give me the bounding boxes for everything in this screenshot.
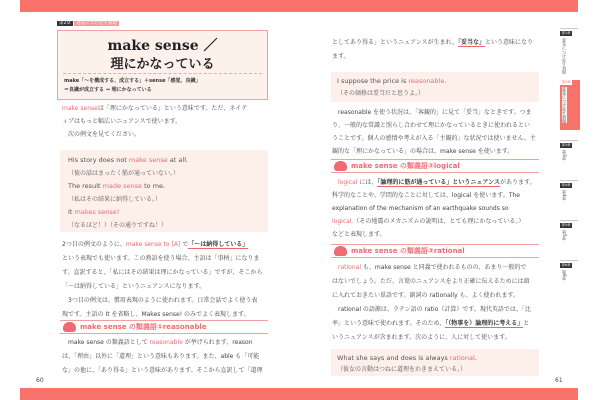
highlighted-term: rational (449, 354, 475, 362)
text-segment: と (523, 320, 530, 327)
text-segment: What she says and does is always (337, 354, 450, 362)
highlighted-term: logical. (332, 218, 354, 225)
text-line (337, 77, 446, 86)
mascot-icon (334, 161, 347, 171)
text-segment: はないでしょう。ただ、言葉のニュアンスをより正確に伝えるためには頭 (332, 278, 530, 285)
text-line (62, 268, 263, 277)
text-segment: な」の他に、「あり得る」という意味があります。そこから直訳して「道理 (62, 367, 263, 374)
chapter-tab-number: 第6章 (561, 263, 571, 267)
text-line (332, 108, 532, 117)
highlighted-term: made sense (102, 182, 143, 190)
mascot-icon (334, 246, 347, 256)
page-number-left: 60 (36, 377, 44, 384)
text-segment: 率」という意味で使われます。そのため、 (332, 320, 446, 327)
highlighted-term: logical (338, 179, 358, 186)
text-segment: は「理にかなっている」という意味です。ただ、ネイテ (97, 105, 248, 112)
text-line (62, 254, 260, 263)
text-line (68, 221, 167, 230)
highlighted-term: rational (338, 264, 361, 271)
highlighted-term: reasonable (149, 339, 183, 346)
text-segment: （彼の話はまったく筋が通っていない。） (68, 170, 180, 177)
text-line (68, 208, 119, 217)
chapter-tab[interactable] (560, 80, 580, 130)
text-line (332, 230, 386, 239)
chapter-tab-label: 第5章 (562, 230, 567, 241)
chapter-tab-number: 第2章 (561, 80, 571, 84)
title-note1: make「～を構成する、成立する」＋sense「感覚、良識」 (64, 78, 201, 84)
highlighted-term: makes sense! (74, 208, 120, 216)
chapter-tab-label: 第3章 (562, 150, 567, 161)
text-line (332, 291, 519, 300)
text-line (332, 121, 530, 130)
text-segment: （私はその結果に納得している。） (68, 196, 162, 203)
text-segment: . (474, 354, 477, 362)
chapter-tab-label: 意見につけ足す表現 (562, 87, 567, 123)
text-segment: 次の例文を見てください。 (62, 131, 141, 138)
text-segment: to me. (142, 182, 166, 190)
text-segment: explanation of the mechanism of an earthquake sounds so (332, 205, 509, 212)
heading-text: make sense の類義語①reasonable (80, 323, 207, 331)
title-line1: make sense ／ (107, 38, 218, 54)
title-note2: ＝良識が成立する ⇒ 理にかなっている (64, 87, 152, 93)
text-line (332, 191, 520, 200)
chapter-tab[interactable] (560, 140, 578, 161)
text-line (332, 319, 529, 328)
text-segment: も、make sense と同義で使われるものの、あまり一般的で (361, 264, 527, 271)
chapter-number: 第2章 (59, 21, 71, 26)
chapter-tab[interactable] (560, 260, 578, 281)
chapter-tab-number: 第4章 (561, 183, 571, 187)
text-segment: （なるほど！）（その通りですね！） (68, 222, 168, 229)
bottom-band (20, 388, 578, 400)
page-number-right: 61 (555, 377, 563, 384)
text-segment: り、一般的な常識と照らし合わせて理にかなっているときに使われるとい (332, 122, 531, 129)
text-segment: などと表現します。 (332, 231, 386, 238)
text-line (62, 338, 253, 347)
text-line (62, 366, 263, 375)
text-segment: 3つ目の例文は、慣用表現のように使われます。日常会話でよく使う表 (62, 297, 258, 304)
heading-rational (331, 244, 539, 258)
text-line (68, 156, 188, 165)
heading-logical (331, 159, 539, 173)
title-line2: 理にかなっている (110, 57, 215, 72)
text-segment: 科学的なことや、学問的なことに対しては、logical を使います。The (332, 192, 520, 199)
text-line (62, 282, 205, 291)
text-segment: 「～は納得している」というニュアンスになります。 (62, 283, 206, 290)
text-segment: 「～は納得している」 (188, 241, 249, 248)
text-segment: という意味になり (484, 39, 533, 46)
text-line (332, 217, 524, 226)
highlighted-term: make sense (128, 156, 168, 164)
text-segment: 現です。主語の It を省略し、Makes sense! のみでよく表現します。 (62, 311, 250, 318)
text-segment: 観的な「理にかなっている」の場合は、make sense を使います。 (332, 148, 514, 155)
chapter-tab[interactable] (560, 220, 578, 241)
text-line (332, 147, 513, 156)
heading-text: make sense の類義語③rational (351, 247, 465, 255)
heading-reasonable (60, 320, 268, 334)
text-segment: ィブはもっと幅広いニュアンスで使います。 (62, 118, 182, 125)
chapter-tab-label: 意見につけ足す表現 (562, 38, 567, 74)
text-segment: で (180, 241, 189, 248)
text-line (62, 117, 181, 126)
highlighted-term: make sense (62, 105, 98, 112)
top-band (20, 0, 578, 12)
text-line (332, 333, 511, 342)
text-line (332, 134, 536, 143)
text-segment: に入れておきたい単語です。副詞の rationally も、よく使われます。 (332, 292, 520, 299)
text-segment: には、 (357, 179, 378, 186)
text-line (337, 89, 424, 98)
chapter-tab[interactable] (560, 180, 578, 201)
text-segment: という表現でも使います。この熟語を使う場合、主語は「事柄」になりま (62, 255, 260, 262)
text-line (332, 204, 509, 213)
highlighted-term: reasonable (408, 77, 445, 85)
text-segment: があります。 (500, 179, 536, 186)
text-segment: （彼女の言動はつねに道理をわきまえている。） (337, 366, 467, 373)
text-segment: は、「理由」以外に「道理」という意味もあります。また、able も「可能 (62, 353, 260, 360)
text-segment: いうニュアンスが含まれます。次のように、人に対して使います。 (332, 334, 511, 341)
text-line (62, 310, 250, 319)
text-segment: す。直訳すると、「私にはその結果は理にかなっている」ですが、そこから (62, 269, 263, 276)
text-line (337, 354, 477, 363)
text-segment: rational の語源は、ラテン語の ratio（計算）です。現代英語では、「比 (332, 306, 531, 313)
chapter-tab-number: 第5章 (561, 223, 571, 227)
chapter-tab-label: 第6章 (562, 270, 567, 281)
text-segment: うことです。個人の感情や考えが入る「主観的」な状況では使いません。主 (332, 135, 536, 142)
chapter-tab[interactable] (560, 28, 578, 74)
text-line (332, 52, 350, 61)
text-line (68, 195, 161, 204)
text-segment: 「論理的に筋が通っている」というニュアンス (377, 179, 500, 186)
text-line (337, 365, 466, 374)
mascot-icon (63, 322, 76, 332)
text-line (332, 263, 526, 272)
chapter-tab-label: 第4章 (562, 190, 567, 201)
text-segment: が挙げられます。reason (182, 339, 253, 346)
text-line (332, 38, 533, 47)
title-box (57, 30, 268, 100)
text-line (62, 352, 259, 361)
text-line (332, 178, 536, 187)
text-line (62, 296, 257, 305)
text-segment: I suppose the price is (337, 77, 409, 85)
text-segment: 2つ目の例文のように、 (62, 241, 126, 248)
text-line (62, 240, 248, 249)
text-segment: His story does not (68, 156, 129, 164)
text-segment: at all. (167, 156, 189, 164)
section-label: 意見につけ足す表現 (76, 21, 117, 26)
text-segment: （その価格は妥当だと思うよ。） (337, 90, 425, 97)
text-line (332, 305, 531, 314)
text-segment: としてあり得る」というニュアンスが生まれ、 (332, 39, 458, 46)
heading-text: make sense の類義語②logical (351, 162, 460, 170)
text-line (62, 130, 140, 139)
text-segment: The result (68, 182, 103, 190)
text-segment: . (444, 77, 447, 85)
highlighted-term: make sense to [A] (125, 241, 181, 248)
text-segment: 「妥当な」 (457, 39, 485, 46)
text-segment: ます。 (332, 53, 350, 60)
text-line (68, 169, 179, 178)
text-segment: 「（物事を）論理的に考える」 (445, 320, 524, 327)
text-segment: （その地震のメカニズムの説明は、とても理にかなっている。） (353, 218, 525, 225)
chapter-label (57, 21, 119, 27)
chapter-tab-number: 第1章 (561, 31, 571, 35)
text-line (62, 104, 247, 113)
chapter-tab-number: 第3章 (561, 143, 571, 147)
text-segment: make sense の類義語として (62, 339, 150, 346)
text-segment: reasonable を使う状況は、「客観的」に見て「妥当」なときです。つま (332, 109, 532, 116)
text-segment: It (68, 208, 75, 216)
text-line (68, 182, 165, 191)
text-line (332, 277, 530, 286)
